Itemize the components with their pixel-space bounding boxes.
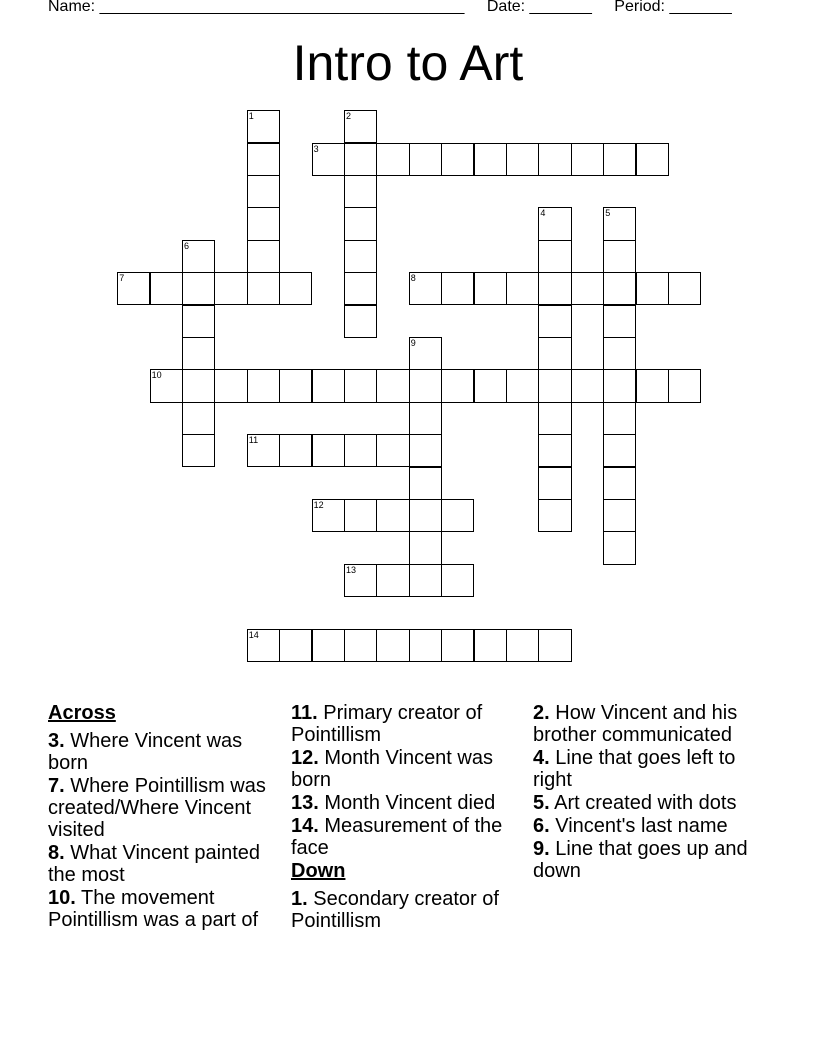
cell-number: 1 [248, 111, 254, 122]
grid-cell[interactable] [344, 564, 377, 597]
clue-across-12: 12. Month Vincent was born [291, 747, 493, 791]
cell-number: 14 [248, 629, 259, 640]
grid-cell[interactable] [538, 369, 571, 402]
grid-cell[interactable] [603, 402, 636, 435]
grid-cell[interactable] [603, 434, 636, 467]
grid-cell[interactable] [376, 499, 409, 532]
grid-cell[interactable] [409, 143, 442, 176]
clues-column-3 [533, 702, 763, 883]
cell-number: 3 [313, 143, 319, 154]
grid-cell[interactable] [214, 272, 247, 305]
grid-cell[interactable] [636, 272, 669, 305]
name-field[interactable]: Name: _________________________________________ [48, 0, 465, 15]
grid-cell[interactable] [538, 240, 571, 273]
grid-cell[interactable] [603, 337, 636, 370]
grid-cell[interactable] [117, 272, 150, 305]
clue-across-3: 3. Where Vincent was born [48, 730, 243, 774]
grid-cell[interactable] [182, 402, 215, 435]
grid-cell[interactable] [603, 143, 636, 176]
grid-cell[interactable] [409, 272, 442, 305]
cell-number: 9 [410, 338, 416, 348]
grid-cell[interactable] [409, 531, 442, 564]
grid-cell[interactable] [376, 434, 409, 467]
grid-cell[interactable] [668, 272, 701, 305]
grid-cell[interactable] [214, 369, 247, 402]
grid-cell[interactable] [603, 240, 636, 273]
clue-across-7: 7. Where Pointillism was created/Where Vincent visited [48, 775, 266, 841]
clue-across-14: 14. Measurement of the face [291, 815, 503, 859]
grid-cell[interactable] [409, 402, 442, 435]
grid-cell[interactable] [344, 434, 377, 467]
cell-number: 5 [605, 208, 611, 219]
clue-down-6: 6. Vincent's last name [533, 815, 728, 837]
clue-across-8: 8. What Vincent painted the most [48, 842, 261, 886]
grid-cell[interactable] [247, 207, 280, 240]
grid-cell[interactable] [571, 143, 604, 176]
grid-cell[interactable] [441, 369, 474, 402]
grid-cell[interactable] [636, 369, 669, 402]
grid-cell[interactable] [506, 272, 539, 305]
clue-down-1: 1. Secondary creator of Pointillism [291, 888, 499, 932]
grid-cell[interactable] [150, 272, 183, 305]
grid-cell[interactable] [603, 207, 636, 240]
grid-cell[interactable] [279, 434, 312, 467]
grid-cell[interactable] [538, 402, 571, 435]
cell-number: 4 [540, 208, 546, 219]
period-field[interactable]: Period: _______ [614, 0, 732, 15]
grid-cell[interactable] [376, 369, 409, 402]
grid-cell[interactable] [247, 369, 280, 402]
grid-cell[interactable] [344, 369, 377, 402]
grid-cell[interactable] [312, 629, 345, 662]
grid-cell[interactable] [344, 207, 377, 240]
date-field[interactable]: Date: _______ [486, 0, 592, 15]
grid-cell[interactable] [538, 305, 571, 338]
page-title: Intro to Art [292, 35, 524, 91]
grid-cell[interactable] [571, 369, 604, 402]
grid-cell[interactable] [538, 143, 571, 176]
grid-cell[interactable] [182, 337, 215, 370]
grid-cell[interactable] [441, 143, 474, 176]
grid-cell[interactable] [538, 434, 571, 467]
grid-cell[interactable] [279, 272, 312, 305]
grid-cell[interactable] [344, 305, 377, 338]
grid-cell[interactable] [506, 369, 539, 402]
grid-cell[interactable] [247, 110, 280, 143]
clue-across-11: 11. Primary creator of Pointillism [291, 702, 483, 746]
grid-cell[interactable] [344, 110, 377, 143]
grid-cell[interactable] [312, 499, 345, 532]
grid-cell[interactable] [441, 629, 474, 662]
grid-cell[interactable] [344, 240, 377, 273]
grid-cell[interactable] [182, 240, 215, 273]
grid-cell[interactable] [150, 369, 183, 402]
grid-cell[interactable] [538, 467, 571, 500]
grid-cell[interactable] [182, 305, 215, 338]
grid-cell[interactable] [247, 143, 280, 176]
grid-cell[interactable] [312, 369, 345, 402]
across-heading: Across [48, 702, 116, 724]
clue-across-13: 13. Month Vincent died [291, 792, 496, 814]
cell-number: 2 [346, 111, 352, 122]
grid-cell[interactable] [571, 272, 604, 305]
grid-cell[interactable] [603, 499, 636, 532]
grid-cell[interactable] [247, 240, 280, 273]
grid-cell[interactable] [538, 272, 571, 305]
grid-cell[interactable] [603, 467, 636, 500]
cell-number: 6 [184, 240, 190, 251]
grid-cell[interactable] [409, 434, 442, 467]
clue-down-4: 4. Line that goes left to right [533, 747, 736, 791]
grid-cell[interactable] [409, 337, 442, 370]
grid-cell[interactable] [344, 175, 377, 208]
grid-cell[interactable] [538, 629, 571, 662]
grid-cell[interactable] [409, 499, 442, 532]
grid-cell[interactable] [247, 434, 280, 467]
grid-cell[interactable] [279, 629, 312, 662]
grid-cell[interactable] [474, 629, 507, 662]
clues-column-1 [48, 702, 278, 932]
clue-down-5: 5. Art created with dots [533, 792, 737, 814]
grid-cell[interactable] [376, 143, 409, 176]
grid-cell[interactable] [506, 143, 539, 176]
clues-column-2 [291, 702, 521, 933]
grid-cell[interactable] [247, 272, 280, 305]
grid-cell[interactable] [538, 499, 571, 532]
grid-cell[interactable] [636, 143, 669, 176]
grid-cell[interactable] [409, 369, 442, 402]
grid-cell[interactable] [603, 272, 636, 305]
clue-down-2: 2. How Vincent and his brother communicated [533, 702, 738, 746]
grid-cell[interactable] [474, 369, 507, 402]
grid-cell[interactable] [182, 434, 215, 467]
grid-cell[interactable] [409, 564, 442, 597]
grid-cell[interactable] [247, 175, 280, 208]
grid-cell[interactable] [506, 629, 539, 662]
grid-cell[interactable] [603, 305, 636, 338]
cell-number: 12 [313, 500, 324, 510]
grid-cell[interactable] [312, 143, 345, 176]
grid-cell[interactable] [344, 499, 377, 532]
cell-number: 7 [119, 273, 125, 284]
grid-cell[interactable] [441, 564, 474, 597]
grid-cell[interactable] [409, 629, 442, 662]
grid-cell[interactable] [376, 629, 409, 662]
grid-cell[interactable] [474, 143, 507, 176]
grid-cell[interactable] [409, 467, 442, 500]
grid-cell[interactable] [538, 337, 571, 370]
grid-cell[interactable] [441, 499, 474, 532]
grid-cell[interactable] [344, 629, 377, 662]
grid-cell[interactable] [247, 629, 280, 662]
cell-number: 10 [151, 370, 162, 381]
clue-across-10: 10. The movement Pointillism was a part of [48, 887, 259, 931]
clue-down-9: 9. Line that goes up and down [533, 838, 748, 882]
grid-cell[interactable] [182, 272, 215, 305]
grid-cell[interactable] [603, 369, 636, 402]
grid-cell[interactable] [441, 272, 474, 305]
cell-number: 8 [410, 273, 416, 284]
grid-cell[interactable] [538, 207, 571, 240]
grid-cell[interactable] [182, 369, 215, 402]
grid-cell[interactable] [344, 143, 377, 176]
down-heading: Down [291, 860, 346, 882]
grid-cell[interactable] [474, 272, 507, 305]
grid-cell[interactable] [668, 369, 701, 402]
grid-cell[interactable] [312, 434, 345, 467]
cell-number: 11 [248, 435, 259, 446]
cell-number: 13 [346, 564, 357, 575]
grid-cell[interactable] [376, 564, 409, 597]
grid-cell[interactable] [344, 272, 377, 305]
grid-cell[interactable] [279, 369, 312, 402]
grid-cell[interactable] [603, 531, 636, 564]
